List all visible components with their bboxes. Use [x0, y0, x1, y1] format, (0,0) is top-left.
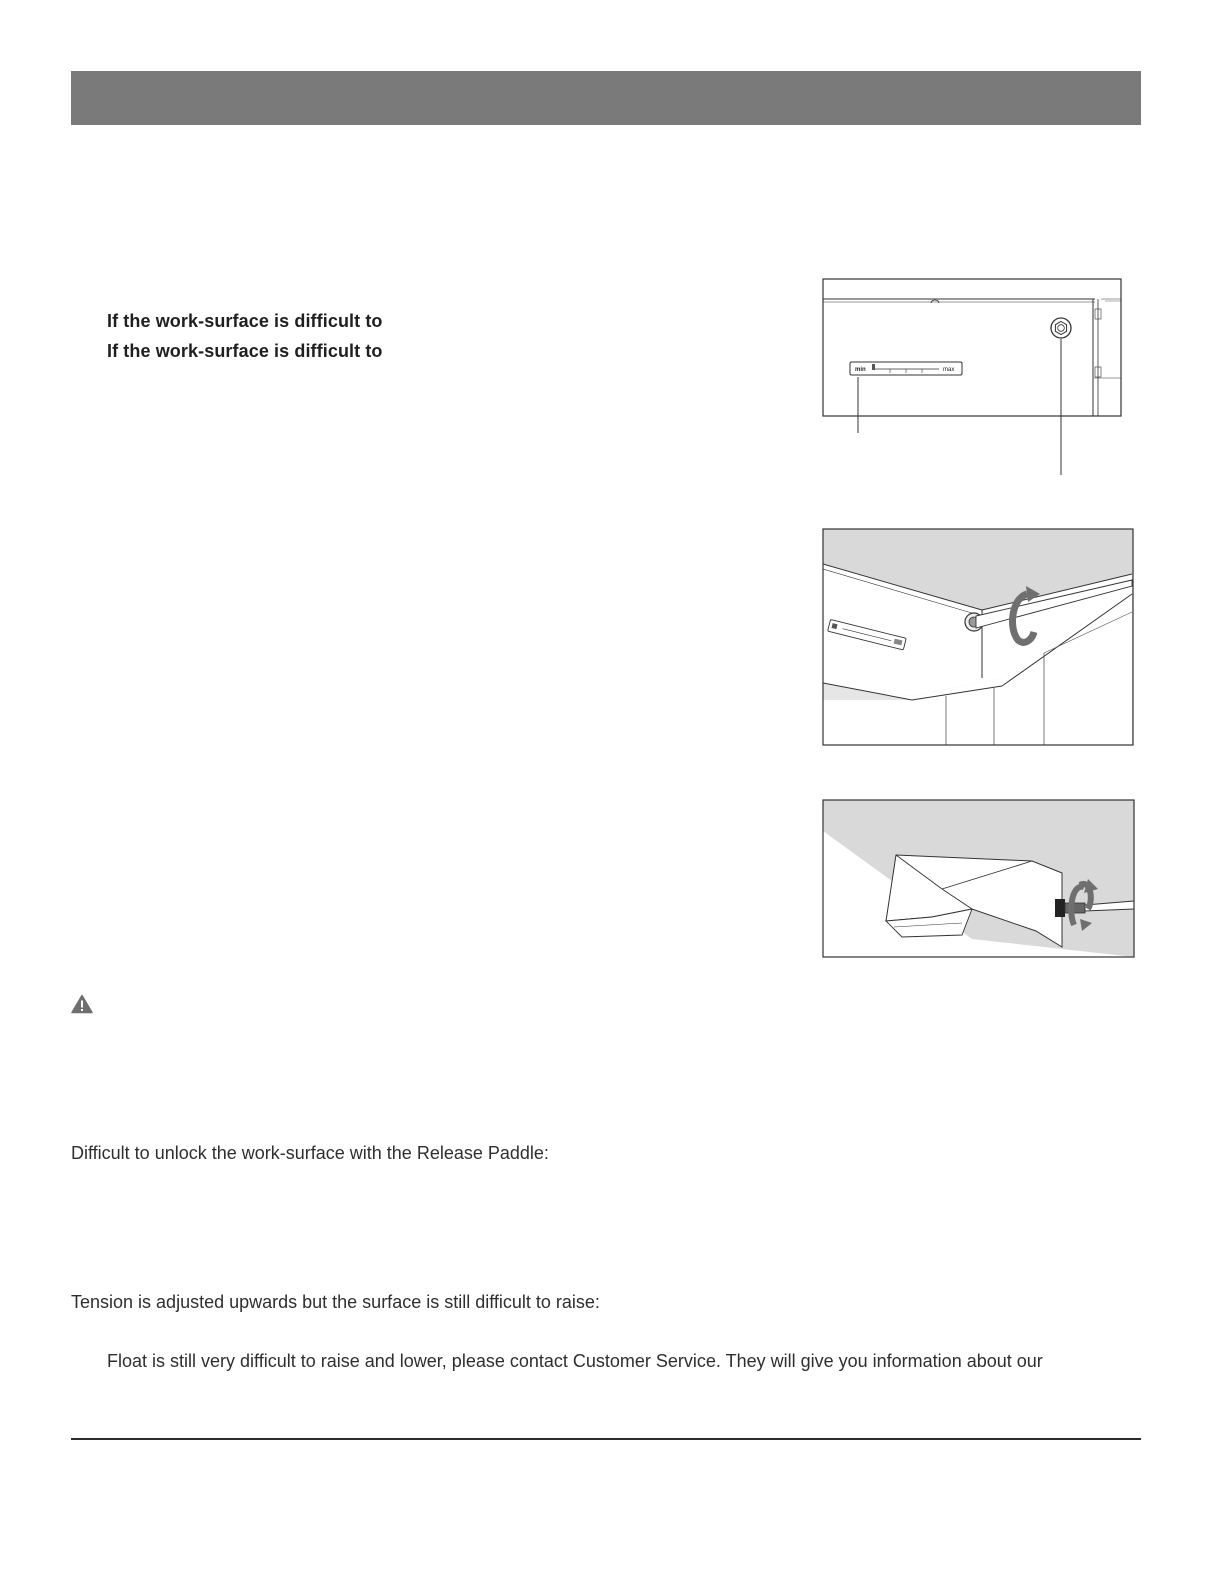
tension-gauge: [850, 362, 962, 375]
gauge-min-label: min: [855, 367, 866, 373]
warning-icon: [71, 994, 93, 1014]
instruction-heading-1: If the work-surface is difficult to: [107, 311, 383, 331]
issue-tension-detail: Float is still very difficult to raise and lower, please contact Customer Service. They will give you information about our: [107, 1351, 1043, 1371]
adjustment-bolt-icon: [1051, 318, 1071, 338]
gauge-max-label: max: [943, 367, 955, 373]
issue-release-paddle: Difficult to unlock the work-surface with the Release Paddle:: [71, 1143, 549, 1163]
tension-adjustment-figure: [822, 528, 1135, 747]
bolt-closeup-figure: [822, 799, 1136, 959]
issue-tension-adjusted: Tension is adjusted upwards but the surface is still difficult to raise:: [71, 1292, 600, 1312]
footer-divider: [71, 1438, 1141, 1440]
instruction-heading-2: If the work-surface is difficult to: [107, 341, 383, 361]
tension-indicator-figure: [815, 275, 1135, 480]
section-header-bar: [71, 71, 1141, 125]
